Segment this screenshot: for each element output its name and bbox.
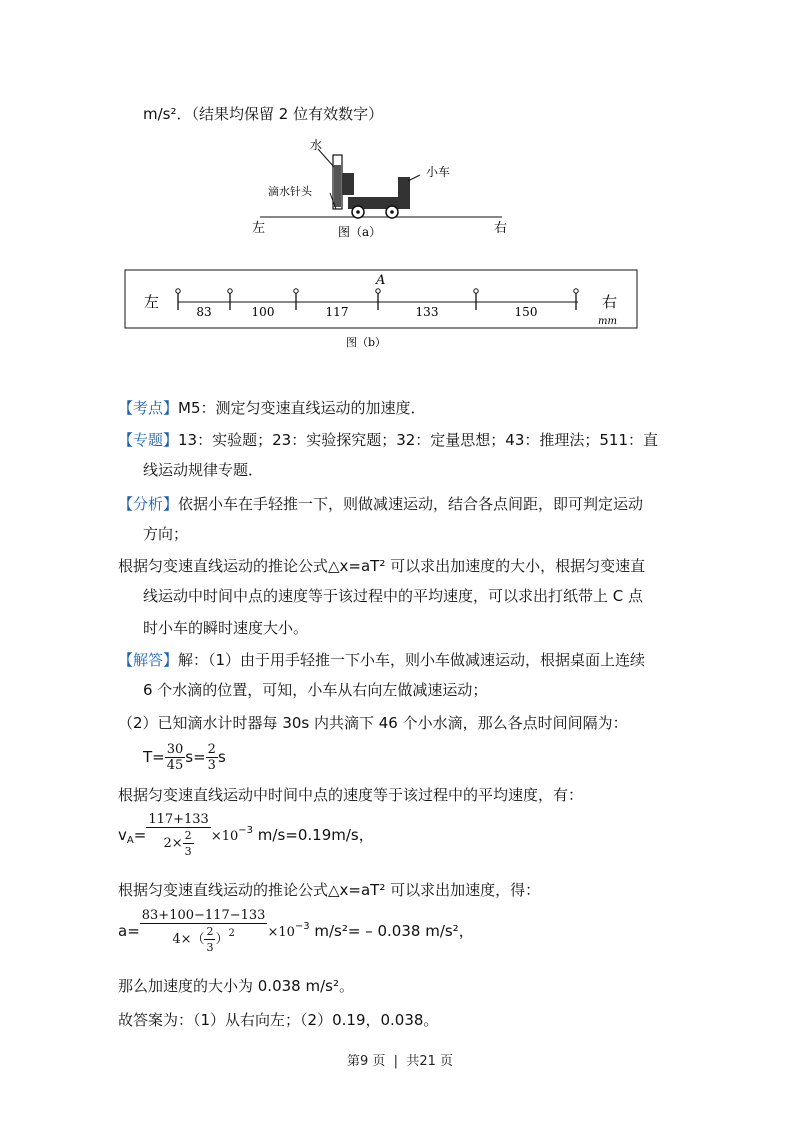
formula-v-eq: =	[133, 826, 147, 844]
fenxi-p2-line1: 根据匀变速直线运动的推论公式△x=aT² 可以求出加速度的大小，根据匀变速直	[118, 557, 646, 575]
zhuanti-text2: 线运动规律专题．	[143, 461, 264, 479]
label-right-a: 右	[494, 221, 508, 236]
den-exp: 2	[228, 928, 235, 939]
formula-a	[118, 908, 474, 955]
label-right-b: 右	[602, 293, 618, 311]
jieda-text4: 根据匀变速直线运动中时间中点的速度等于该过程中的平均速度，有：	[118, 786, 584, 804]
jieda-text6: 那么加速度的大小为 0.038 m/s²。	[118, 977, 354, 995]
fraction-inner	[183, 828, 194, 859]
label-point-a: A	[376, 273, 386, 288]
footer-total: 共21 页	[406, 1054, 453, 1069]
kaodian-line	[118, 398, 426, 418]
formula-a-exp: −3	[294, 921, 310, 932]
inner-den: 3	[184, 845, 192, 858]
kaodian-text: M5：测定匀变速直线运动的加速度．	[178, 399, 426, 417]
fraction-inner	[204, 924, 215, 955]
inner-num: 2	[206, 925, 214, 938]
frac-den: 45	[166, 758, 184, 773]
kaodian-label: 【考点】	[118, 399, 179, 417]
formula-v-lhs: v	[118, 826, 127, 844]
fraction-v	[146, 812, 211, 859]
formula-v-exp: −3	[238, 825, 254, 836]
label-left-b: 左	[144, 293, 160, 311]
cart-front	[342, 173, 354, 195]
den-pre: 4×（	[172, 932, 205, 947]
frac-num: 117+133	[148, 812, 209, 827]
intro-text: m/s²．（结果均保留 2 位有效数字）	[143, 105, 384, 123]
formula-v-times: ×10	[210, 829, 239, 844]
label-cart: 小车	[426, 165, 451, 179]
jieda-text2: 6 个水滴的位置，可知，小车从右向左做减速运动；	[143, 681, 488, 699]
fenxi-p2-line2: 线运动中时间中点的速度等于该过程中的平均速度，可以求出打纸带上 C 点	[143, 587, 644, 605]
drop-point	[474, 289, 478, 293]
label-left-a: 左	[252, 221, 266, 236]
label-unit: mm	[598, 316, 617, 327]
zhuanti-text1: 13：实验题；23：实验探究题；32：定量思想；43：推理法；511：直	[178, 431, 658, 449]
fenxi-text1: 依据小车在手轻推一下，则做减速运动，结合各点间距，即可判定运动	[178, 495, 644, 513]
page-footer	[0, 1050, 800, 1069]
drop-point	[574, 289, 578, 293]
drop-point	[176, 289, 180, 293]
formula-v-result: m/s=0.19m/s，	[253, 826, 374, 844]
fenxi-text2: 方向；	[143, 525, 189, 543]
frac-den	[140, 924, 268, 955]
inner-den: 3	[206, 941, 214, 954]
den-post: ）	[215, 932, 229, 947]
distance-label: 83	[196, 305, 212, 319]
jieda-text1: 解：（1）由于用手轻推一下小车，则小车做减速运动，根据桌面上连续	[178, 651, 646, 669]
fenxi-p2-line3: 时小车的瞬时速度大小。	[143, 619, 309, 637]
fraction-2-3	[206, 742, 218, 773]
frac-num: 83+100−117−133	[141, 908, 266, 923]
formula-a-result: m/s²= – 0.038 m/s²，	[309, 922, 474, 940]
fenxi-label: 【分析】	[118, 495, 179, 513]
jieda-line1	[118, 650, 645, 670]
jieda-text3: （2）已知滴水计时器每 30s 内共滴下 46 个小水滴，那么各点时间间隔为：	[118, 714, 628, 732]
drop-point	[228, 289, 232, 293]
fraction-30-45	[165, 742, 186, 773]
formula-v	[118, 812, 374, 859]
footer-separator: |	[393, 1054, 399, 1069]
formula-a-lhs: a=	[118, 922, 140, 940]
distance-label: 150	[514, 305, 538, 319]
drop-point	[294, 289, 298, 293]
frac-den	[146, 828, 211, 859]
fenxi-line1	[118, 494, 643, 514]
drop-point	[376, 289, 380, 293]
distance-label: 117	[325, 305, 349, 319]
cart-back	[398, 177, 410, 209]
frac-den: 3	[207, 758, 216, 773]
zhuanti-label: 【专题】	[118, 431, 179, 449]
jieda-text7: 故答案为：（1）从右向左；（2）0.19，0.038。	[118, 1011, 439, 1029]
figure-b	[120, 268, 640, 352]
distance-label: 100	[251, 305, 275, 319]
formula-t-unit: s	[217, 748, 226, 766]
zhuanti-line1	[118, 430, 658, 450]
figure-a	[230, 135, 530, 245]
footer-page: 第9 页	[346, 1054, 386, 1069]
water-fill	[334, 165, 341, 207]
inner-num: 2	[184, 829, 192, 842]
jieda-text5: 根据匀变速直线运动的推论公式△x=aT² 可以求出加速度，得：	[118, 881, 541, 899]
formula-v-sub: A	[126, 835, 134, 846]
frac-num: 30	[166, 742, 184, 757]
formula-t-mid: s=	[185, 748, 206, 766]
formula-t	[143, 742, 226, 773]
label-nozzle: 滴水针头	[268, 185, 312, 198]
formula-t-lhs: T=	[143, 748, 165, 766]
caption-b: 图（b）	[346, 336, 387, 349]
jieda-label: 【解答】	[118, 651, 179, 669]
distance-label: 133	[415, 305, 439, 319]
frac-num: 2	[207, 742, 216, 757]
caption-a: 图（a）	[338, 225, 382, 239]
label-water: 水	[310, 138, 323, 152]
den-pre: 2×	[163, 836, 183, 851]
formula-a-times: ×10	[267, 925, 295, 940]
fraction-a	[140, 908, 268, 955]
